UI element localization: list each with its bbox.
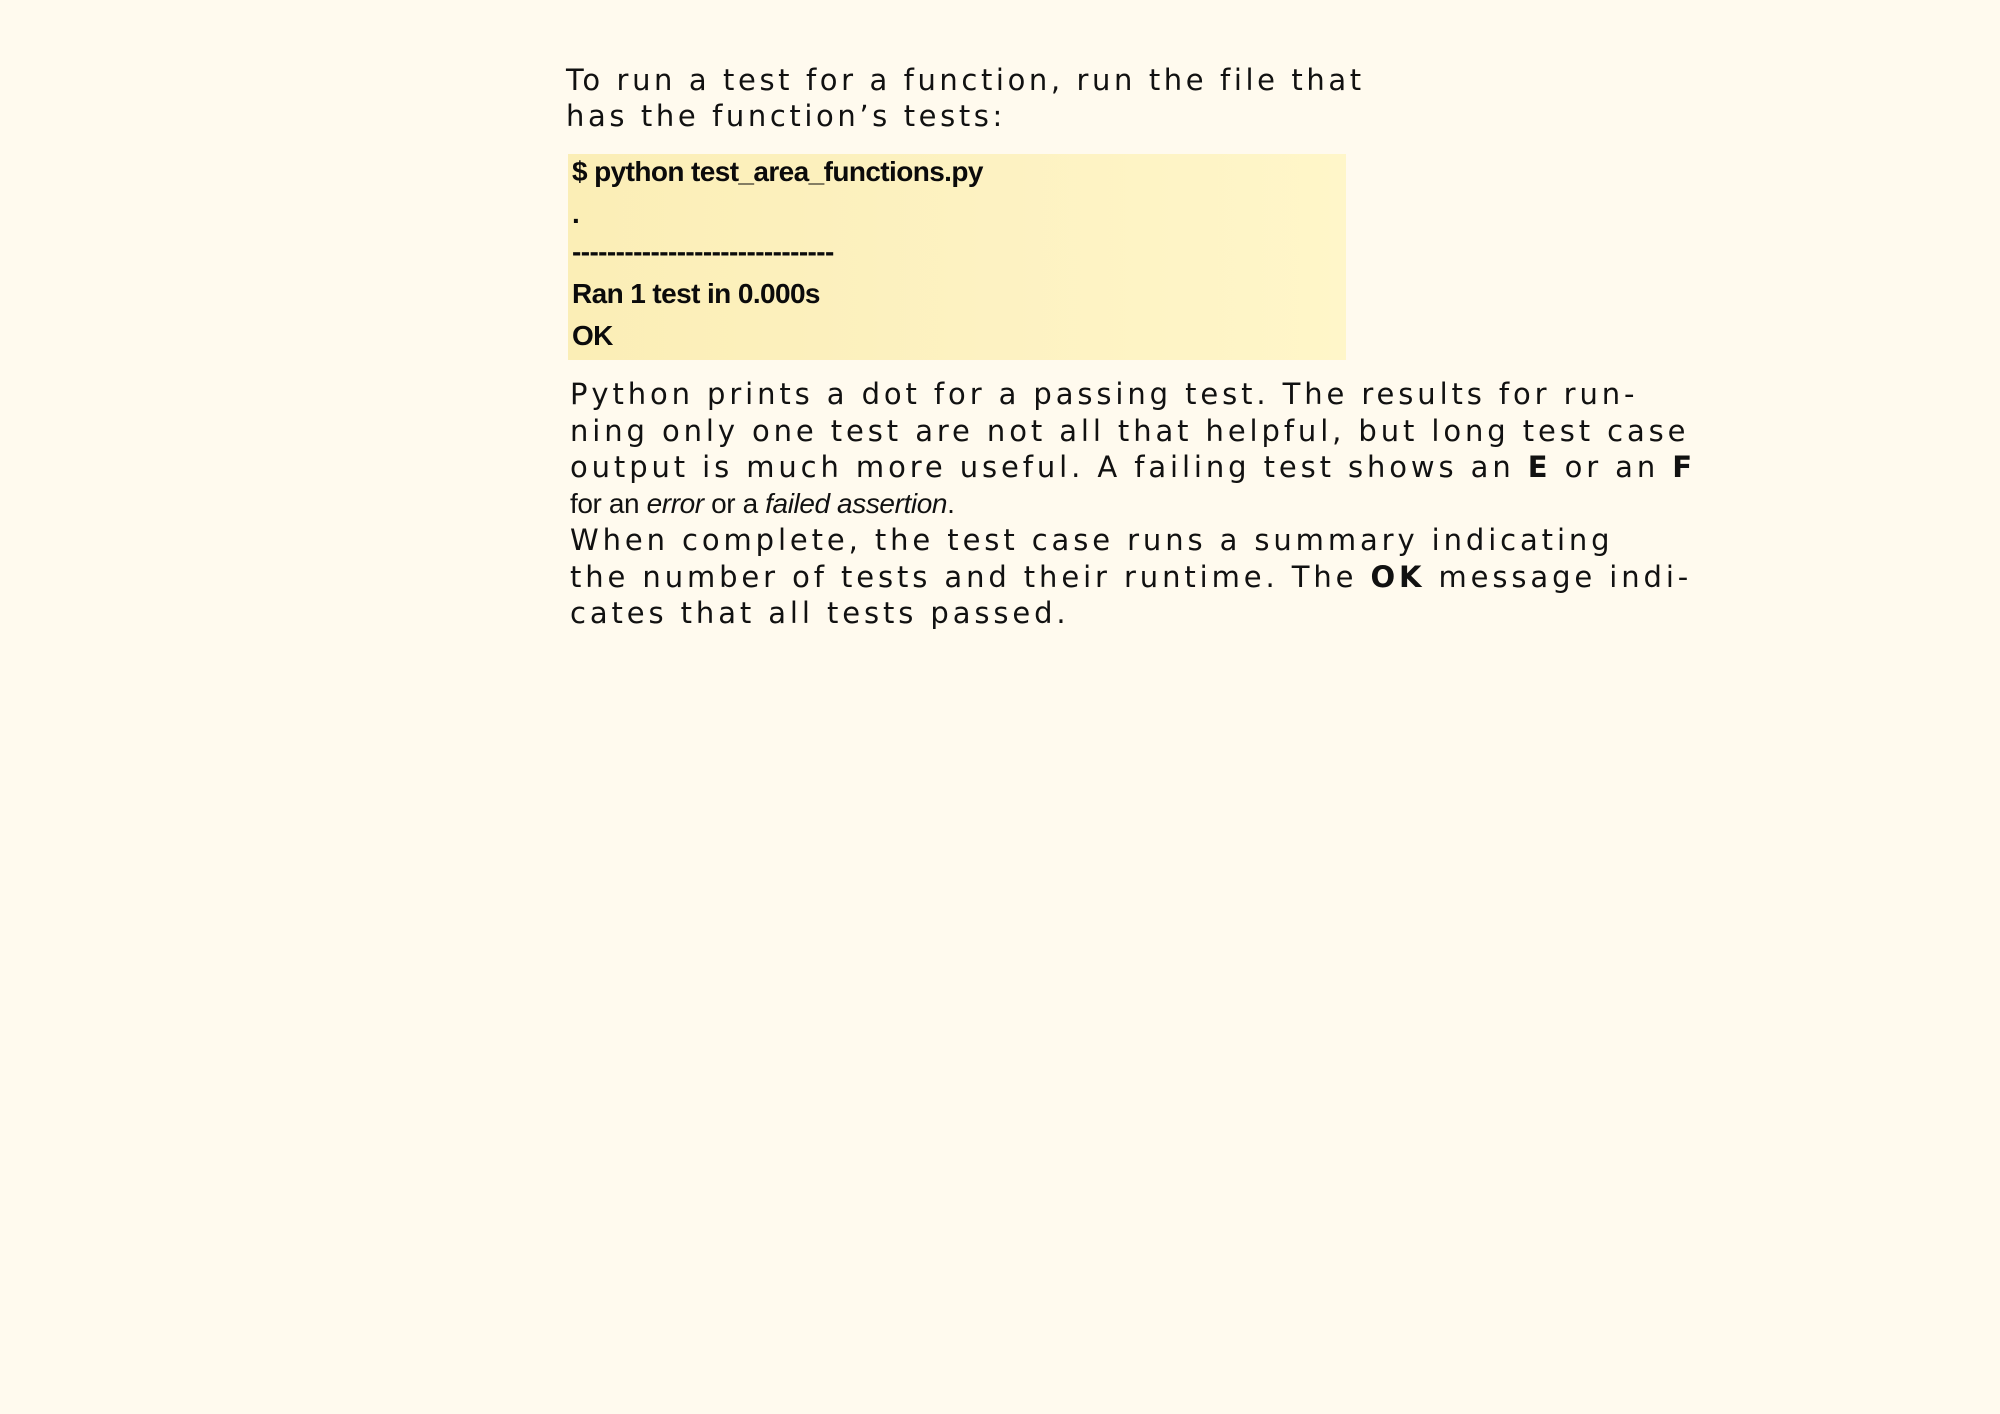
paragraph-line: ning only one test are not all that helpful, but long test case (570, 413, 1690, 448)
paragraph-line: cates that all tests passed. (570, 596, 1070, 630)
paragraph-text: . (947, 487, 955, 519)
error-term: error (646, 487, 704, 519)
paragraph-text: or an (1551, 450, 1673, 484)
paragraph-test-output (570, 376, 1696, 522)
intro-line: has the function’s tests: (566, 99, 1006, 133)
failed-assertion-term: failed assertion (765, 487, 948, 519)
paragraph-text: message indi- (1425, 559, 1693, 594)
paragraph-line (570, 559, 1693, 596)
paragraph-text: output is much more useful. A failing test shows an (570, 450, 1528, 484)
paragraph-text: for an (570, 487, 647, 519)
paragraph-line (570, 486, 1660, 523)
paragraph-line: Python prints a dot for a passing test. The results for run- (570, 377, 1639, 411)
ok-keyword: OK (1370, 559, 1426, 594)
failure-letter: F (1672, 450, 1696, 484)
intro-text (566, 62, 1366, 134)
output-dot: . (572, 198, 580, 229)
paragraph-text: the number of tests and their runtime. The (570, 559, 1371, 594)
output-status: OK (572, 320, 613, 351)
paragraph-summary (570, 522, 1693, 632)
paragraph-line: When complete, the test case runs a summary indicating (570, 523, 1614, 557)
output-summary: Ran 1 test in 0.000s (572, 278, 820, 309)
output-separator: ------------------------------ (572, 236, 834, 267)
paragraph-line (570, 449, 1696, 486)
intro-line: To run a test for a function, run the file that (566, 63, 1365, 97)
error-letter: E (1527, 450, 1552, 484)
terminal-output-block (568, 154, 1346, 360)
paragraph-text: or a (703, 487, 766, 519)
command-line: $ python test_area_functions.py (572, 156, 983, 187)
